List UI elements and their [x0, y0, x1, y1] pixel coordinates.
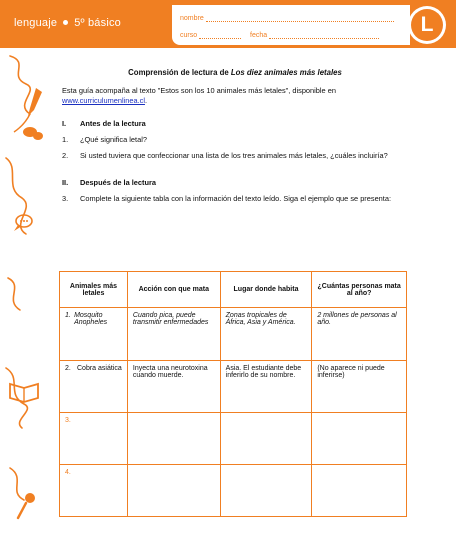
row-number: 1. [65, 312, 71, 319]
cell-animal[interactable] [60, 308, 128, 361]
section-number: II. [62, 178, 69, 188]
subject-text: lenguaje [14, 17, 58, 29]
row-number: 3. [65, 417, 71, 424]
cell-place[interactable]: Asia. El estudiante debe inferirlo de su nombre. [220, 361, 312, 413]
name-field-label: nombre [180, 15, 204, 22]
cell-action[interactable]: Cuando pica, puede transmitir enfermedades [127, 308, 220, 361]
cell-place[interactable] [220, 413, 312, 465]
cell-deaths[interactable] [312, 413, 407, 465]
course-field-line [199, 38, 241, 39]
name-field[interactable] [180, 15, 394, 22]
spiral-swirl-icon [10, 56, 30, 114]
title-book: Los diez animales más letales [230, 68, 342, 77]
row-number: 2. [65, 365, 71, 372]
question-2 [62, 151, 408, 161]
section-number: I. [62, 119, 67, 129]
table-row [60, 465, 407, 517]
title-prefix: Comprensión de lectura de [128, 68, 229, 77]
question-3 [62, 194, 408, 204]
question-text: Complete la siguiente tabla con la información del texto leído. Siga el ejemplo que se presenta: [80, 193, 392, 203]
section-title: Antes de la lectura [80, 119, 146, 129]
question-text: Si usted tuviera que confeccionar una lista de los tres animales más letales, ¿cuáles incluiría? [80, 150, 388, 160]
section-after-reading [62, 178, 408, 188]
logo-letter: L [411, 9, 443, 41]
question-number: 2. [62, 150, 69, 160]
table-row [60, 308, 407, 361]
cell-animal[interactable] [60, 465, 128, 517]
name-field-line [206, 21, 394, 22]
cell-animal[interactable] [60, 413, 128, 465]
chat-bubbles-icon [23, 127, 43, 140]
row-number: 4. [65, 469, 71, 476]
grade-text: 5º básico [74, 17, 121, 29]
cell-action[interactable]: Inyecta una neurotoxina cuando muerde. [127, 361, 220, 413]
animal-name: Cobra asiática [77, 365, 122, 372]
decorative-sidebar [0, 48, 50, 550]
header-deaths: ¿Cuántas personas mata al año? [312, 272, 407, 308]
cell-action[interactable] [127, 465, 220, 517]
table-row [60, 361, 407, 413]
cell-deaths[interactable] [312, 465, 407, 517]
intro-paragraph [62, 86, 408, 105]
subject-label [14, 17, 121, 29]
cell-place[interactable]: Zonas tropicales de África, Asia y América. [220, 308, 312, 361]
header-band [0, 0, 456, 48]
cell-deaths[interactable]: 2 millones de personas al año. [312, 308, 407, 361]
cell-deaths[interactable]: (No aparece ni puede inferirse) [312, 361, 407, 413]
header-action: Acción con que mata [127, 272, 220, 308]
separator-dot [63, 20, 68, 25]
page-title [62, 68, 408, 78]
question-text: ¿Qué significa letal? [80, 135, 147, 144]
table-header-row [60, 272, 407, 308]
question-number: 3. [62, 193, 69, 203]
date-field-line [269, 38, 379, 39]
section-before-reading [62, 119, 408, 129]
section-title: Después de la lectura [80, 178, 156, 188]
question-number: 1. [62, 135, 69, 144]
course-field-label: curso [180, 32, 198, 39]
question-1 [62, 135, 408, 145]
subject-logo [408, 6, 446, 44]
date-field-label: fecha [250, 32, 268, 39]
curriculum-link[interactable]: www.curriculumenlinea.cl [62, 95, 145, 105]
cell-place[interactable] [220, 465, 312, 517]
header-animals: Animales más letales [60, 272, 128, 308]
cell-action[interactable] [127, 413, 220, 465]
course-field[interactable] [180, 32, 241, 39]
intro-link-suffix: . [144, 95, 148, 105]
student-form [172, 5, 410, 45]
date-field[interactable] [250, 32, 379, 39]
animal-name: Mosquito Anopheles [74, 312, 108, 326]
animals-table [59, 271, 407, 517]
header-place: Lugar donde habita [220, 272, 312, 308]
table-row [60, 413, 407, 465]
worksheet-content [62, 68, 408, 204]
intro-text: Esta guía acompaña al texto "Estos son los 10 animales más letales", disponible en [62, 86, 336, 96]
cell-animal[interactable] [60, 361, 128, 413]
